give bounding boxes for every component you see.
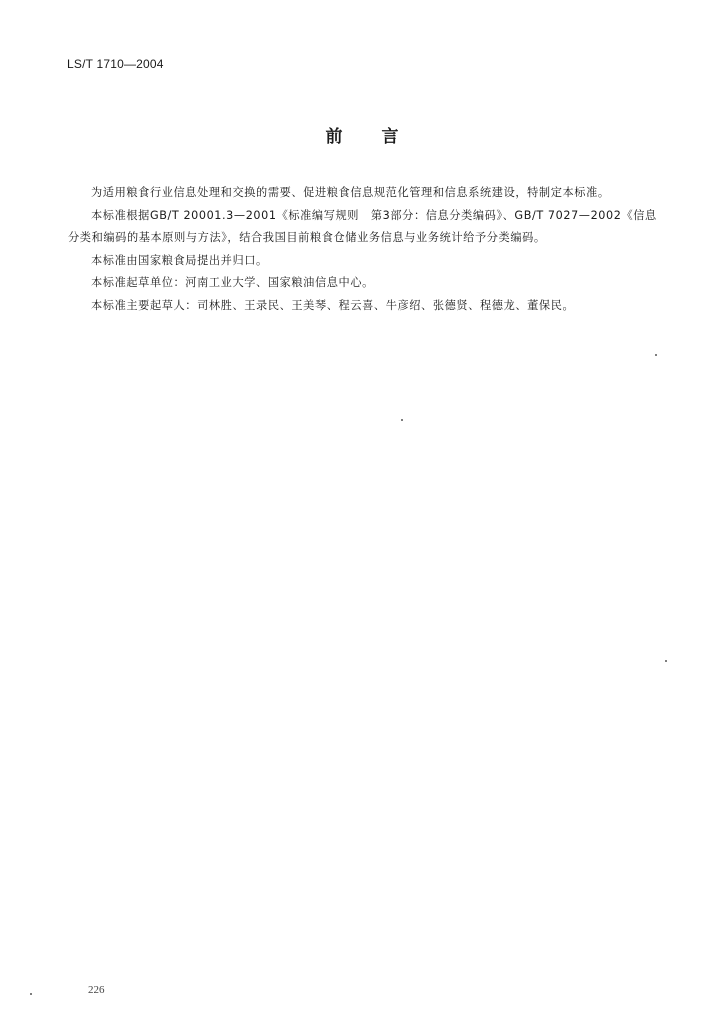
scan-speck xyxy=(655,354,657,356)
foreword-paragraph-basis: 本标准根据GB/T 20001.3—2001《标准编写规则 第3部分：信息分类编码》、GB/T 7027—2002《信息分类和编码的基本原则与方法》，结合我国目前粮食仓储业务信息与业务统计给予分类编码。 xyxy=(68,208,657,244)
page-title xyxy=(0,122,725,147)
title-char-1: 前 xyxy=(325,127,344,147)
foreword-body xyxy=(68,182,668,317)
foreword-paragraph-drafting-units: 本标准起草单位：河南工业大学、国家粮油信息中心。 xyxy=(91,276,374,289)
scan-speck xyxy=(665,660,667,662)
scan-speck xyxy=(30,993,32,995)
title-char-2: 言 xyxy=(381,127,400,147)
page-number: 226 xyxy=(88,984,105,996)
standard-code: LS/T 1710—2004 xyxy=(67,57,164,71)
scan-speck xyxy=(401,419,403,421)
foreword-paragraph-purpose: 为适用粮食行业信息处理和交换的需要、促进粮食信息规范化管理和信息系统建设，特制定本标准。 xyxy=(91,186,610,199)
foreword-paragraph-proposer: 本标准由国家粮食局提出并归口。 xyxy=(91,253,268,267)
foreword-paragraph-drafters: 本标准主要起草人：司林胜、王录民、王美琴、程云喜、牛彦绍、张德贤、程德龙、董保民。 xyxy=(91,298,575,312)
